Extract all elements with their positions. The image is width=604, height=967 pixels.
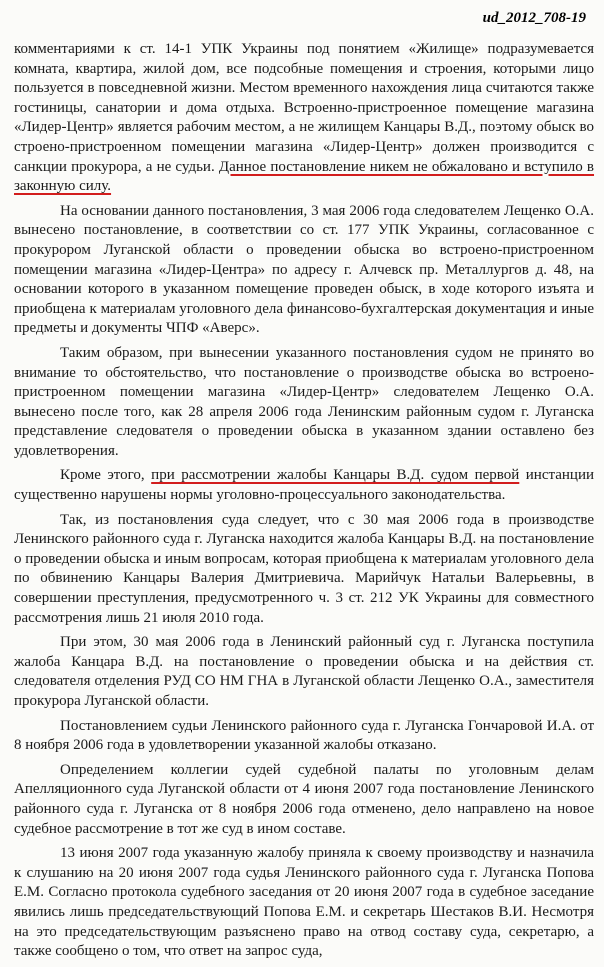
paragraph-text: Так, из постановления суда следует, что с 30 мая 2006 года в производстве Ленинского районного суда г. Луганска находится жалоба Канцары В.Д. на постановление о проведении обыска и иным вопросам, которая приобщена к материалам уголовного дела по обвинению Канцары Валерия Дмитриевича. Марийчук Натальи Валерьевны, в совершении преступления, предусмотренного ч. 3 ст. 212 УК Украины для совместного рассмотрения лишь 21 июля 2010 года. [14,511,594,626]
paragraph-text: Таким образом, при вынесении указанного постановления судом не принято во внимание то обстоятельство, что постановление о производстве обыска во встроено-пристроенном помещении магазина «Лидер-Центр» следователем Лещенко О.А. вынесено после того, как 28 апреля 2006 года Ленинским районным судом г. Луганска представление следователя о проведении обыска в указанном здании оставлено без удовлетворения. [14,344,594,459]
paragraph-6 [14,633,594,711]
document-body [14,40,594,967]
paragraph-1 [14,40,594,197]
paragraph-7 [14,717,594,756]
paragraph-3 [14,344,594,462]
paragraph-text-continued: инстанции существенно нарушены нормы уголовно-процессуального законодательства. [14,467,595,504]
document-id-stamp: ud_2012_708-19 [482,10,586,26]
paragraph-text: При этом, 30 мая 2006 года в Ленинский районный суд г. Луганска поступила жалоба Канцара В.Д. на постановление о проведении обыска и на действия ст. следователя отделения РУД СО НМ ГНА в Луганской области Лещенко О.А., заместителя прокурора Луганской области. [14,634,594,709]
paragraph-5 [14,511,594,629]
paragraph-text: Определением коллегии судей судебной палаты по уголовным делам Апелляционного суда Луганской области от 4 июня 2007 года постановление Ленинского районного суда г. Луганска от 8 ноября 2006 года отменено, дело направлено на новое судебное рассмотрение в тот же суд в ином составе. [14,761,594,837]
paragraph-text: Кроме этого, [60,467,152,484]
underlined-text: при рассмотрении жалобы Канцары В.Д. судом первой [151,467,520,484]
paragraph-4 [14,466,594,505]
paragraph-text: комментариями к ст. 14-1 УПК Украины под понятием «Жилище» подразумевается комната, квартира, жилой дом, все подсобные помещения и строения, которыми лицо пользуется в повседневной жизни. Местом временного нахождения лица считаются также гостиницы, санатории и дома отдыха. Встроенно-пристроенное помещение магазина «Лидер-Центр» является рабочим местом, а не жилищем Канцары В.Д., поэтому обыск во строено-пристроенном помещении магазина «Лидер-Центр» должен производится с санкции прокурора, а не судьи. [14,41,594,175]
paragraph-8 [14,761,594,839]
paragraph-text: Постановлением судьи Ленинского районного суда г. Луганска Гончаровой И.А. от 8 ноября 2006 года в удовлетворении указанной жалобы отказано. [14,717,594,754]
paragraph-2 [14,202,594,339]
underlined-text: Данное постановление никем не обжаловано и вступило в законную силу. [14,158,595,195]
paragraph-text: На основании данного постановления, 3 мая 2006 года следователем Лещенко О.А. вынесено постановление, в соответствии со ст. 177 УПК Украины, согласованное с прокурором Луганской области о проведении обыска во встроено-пристроенном помещении магазина «Лидер-Центра» по адресу г. Алчевск пр. Металлургов д. 48, на основании которого в указанном помещение проведен обыск, в ходе которого изъята и приобщена к материалам уголовного дела финансово-бухгалтерская документация и иные предметы и документы ЧПФ «Аверс». [14,202,594,337]
paragraph-9 [14,844,594,962]
paragraph-text: 13 июня 2007 года указанную жалобу приняла к своему производству и назначила к слушанию на 20 июня 2007 года судья Ленинского районного суда г. Луганска Попова Е.М. Согласно протокола судебного заседания от 20 июня 2007 года в судебное заседание явились лишь председательствующий Попова Е.М. и секретарь Шестаков В.И. Несмотря на это председательствующим разъяснено право на отвод составу суда, секретарю, а также сообщено о том, что ответ на запрос суда, [14,845,594,960]
